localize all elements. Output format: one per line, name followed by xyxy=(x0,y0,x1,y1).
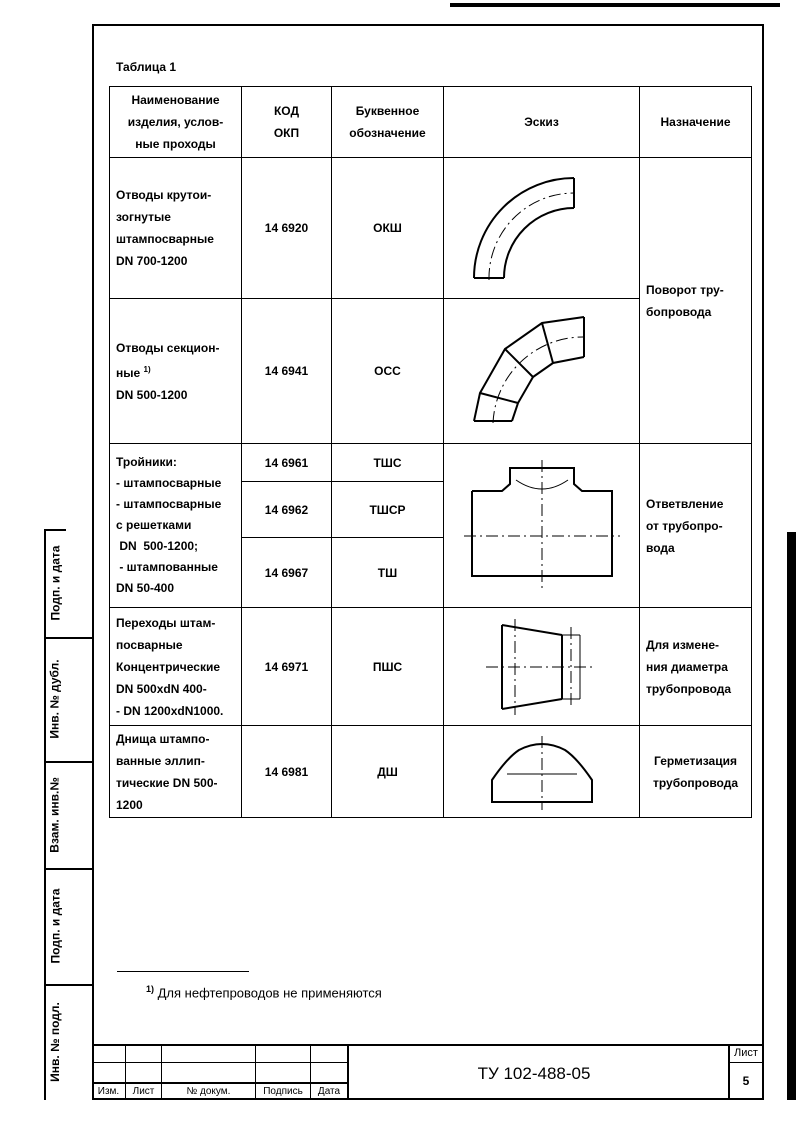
head-code: 14 6981 xyxy=(242,726,332,818)
tb-label-date: Дата xyxy=(317,1086,341,1097)
elliptical-head-sketch-icon xyxy=(444,726,640,818)
steep-bend-code: 14 6920 xyxy=(242,158,332,299)
stamp-label: Подп. и дата xyxy=(48,888,63,964)
table-row xyxy=(110,158,752,299)
tee-code-3: 14 6967 xyxy=(242,538,332,608)
header-purpose: Назначение xyxy=(640,87,752,158)
steep-bend-sketch-icon xyxy=(444,158,640,299)
top-edge-rule xyxy=(450,3,780,7)
tee-letter-1: ТШС xyxy=(332,444,444,482)
tee-code-1: 14 6961 xyxy=(242,444,332,482)
stamp-label: Инв. № подл. xyxy=(48,1002,62,1082)
footnote: $^{1)}$ Для нефтепроводов не применяются xyxy=(146,984,382,1001)
sectional-bend-name: Отводы секцион- ные $^{1)}$ DN 500-1200 xyxy=(110,299,242,444)
header-row xyxy=(110,87,752,158)
stamp-label: Подп. и дата xyxy=(48,545,63,621)
head-name: Днища штампо- ванные эллип- тические DN 500- 1200 xyxy=(110,726,242,818)
header-name: Наименование изделия, услов- ные проходы xyxy=(110,87,242,158)
stamp-label: Взам. инв.№ xyxy=(48,776,62,853)
tee-sketch-icon xyxy=(444,444,640,608)
head-letter: ДШ xyxy=(332,726,444,818)
tee-letter-3: ТШ xyxy=(332,538,444,608)
document-code: ТУ 102-488-05 xyxy=(477,1064,591,1083)
reducer-name: Переходы штам- посварные Концентрические DN 500xdN 400- - DN 1200xdN1000. xyxy=(110,608,242,726)
table-row xyxy=(110,608,752,726)
sectional-bend-code: 14 6941 xyxy=(242,299,332,444)
table-caption: Таблица 1 xyxy=(116,60,177,74)
header-code: КОД ОКП xyxy=(242,87,332,158)
tee-code-2: 14 6962 xyxy=(242,482,332,538)
reducer-purpose: Для измене- ния диаметра трубопровода xyxy=(640,608,752,726)
title-block xyxy=(92,1044,764,1100)
reducer-letter: ПШС xyxy=(332,608,444,726)
head-purpose: Герметизация трубопровода xyxy=(640,726,752,818)
sectional-bend-letter: ОСС xyxy=(332,299,444,444)
steep-bend-letter: ОКШ xyxy=(332,158,444,299)
header-sketch: Эскиз xyxy=(444,87,640,158)
header-letter: Буквенное обозначение xyxy=(332,87,444,158)
table-row xyxy=(110,444,752,482)
scan-edge-bar xyxy=(787,532,796,1100)
tee-purpose: Ответвление от трубопро- вода xyxy=(640,444,752,608)
tee-name: Тройники: - штампосварные - штампосварные с решетками DN 500-1200; - штампованные DN 50-400 xyxy=(110,444,242,608)
footnote-rule xyxy=(117,971,249,972)
sheet-label: Лист xyxy=(734,1047,758,1059)
sectional-bend-sketch-icon xyxy=(444,299,640,444)
tb-label-change: Изм. xyxy=(97,1086,120,1097)
reducer-code: 14 6971 xyxy=(242,608,332,726)
table-row xyxy=(110,726,752,818)
bend-purpose: Поворот тру- бопровода xyxy=(640,158,752,444)
tb-label-signature: Подпись xyxy=(263,1086,303,1097)
sheet-number: 5 xyxy=(742,1074,750,1088)
tb-label-sheet: Лист xyxy=(132,1086,155,1097)
steep-bend-name: Отводы крутои- зогнутые штампосварные DN 700-1200 xyxy=(110,158,242,299)
tee-letter-2: ТШСР xyxy=(332,482,444,538)
product-table xyxy=(109,86,752,818)
stamp-label: Инв. № дубл. xyxy=(48,659,63,739)
reducer-sketch-icon xyxy=(444,608,640,726)
tb-label-docnum: № докум. xyxy=(186,1086,231,1097)
